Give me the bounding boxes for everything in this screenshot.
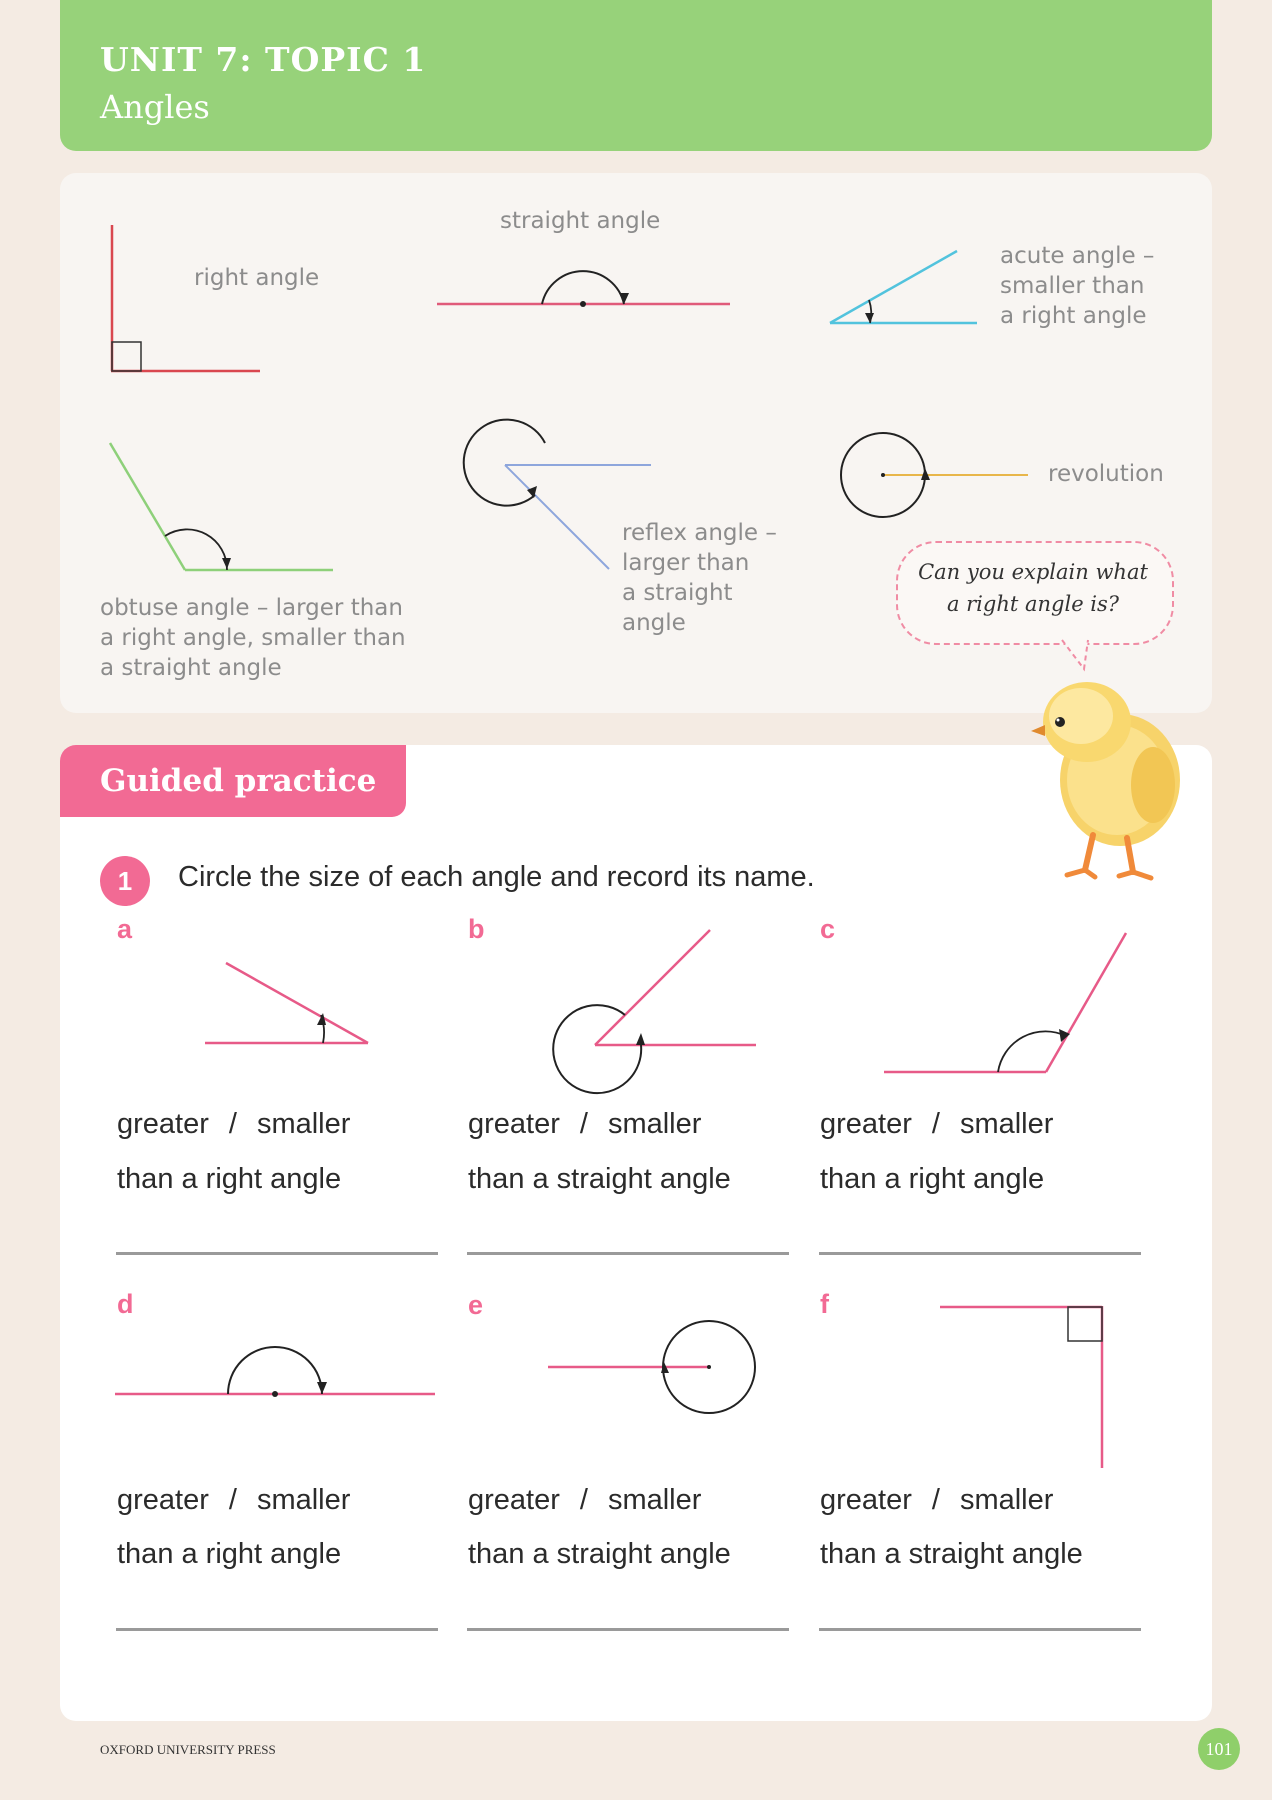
- item-f-option-greater[interactable]: greater: [820, 1484, 912, 1516]
- item-f-letter: f: [820, 1289, 829, 1319]
- guided-practice-title: Guided practice: [100, 763, 377, 799]
- obtuse-angle-line-1: obtuse angle – larger than: [100, 595, 403, 621]
- item-e-option-smaller[interactable]: smaller: [607, 1484, 702, 1516]
- item-d-option-greater[interactable]: greater: [117, 1484, 209, 1516]
- right-angle-label: right angle: [194, 265, 320, 291]
- obtuse-angle-line-3: a straight angle: [100, 655, 282, 681]
- item-a-comparison: than a right angle: [117, 1163, 342, 1195]
- straight-angle-figure: [435, 255, 735, 315]
- item-f-slash: /: [931, 1484, 940, 1516]
- item-d-choice: [117, 1484, 350, 1517]
- item-c-option-smaller[interactable]: smaller: [959, 1108, 1054, 1140]
- item-f-answer-line[interactable]: [819, 1628, 1141, 1631]
- publisher-footer: OXFORD UNIVERSITY PRESS: [100, 1742, 276, 1757]
- question-text: Circle the size of each angle and record its name.: [178, 861, 815, 893]
- page-number-badge: 101: [1198, 1728, 1240, 1770]
- right-angle-figure: [100, 220, 270, 380]
- item-b-letter: b: [468, 914, 485, 944]
- acute-angle-label: [1000, 241, 1154, 331]
- straight-angle-label: straight angle: [500, 208, 661, 234]
- speech-bubble-text: [905, 556, 1161, 620]
- reflex-angle-line-2: larger than: [622, 550, 750, 576]
- guided-practice-tab: [60, 745, 406, 817]
- speech-line-2: a right angle is?: [946, 592, 1120, 616]
- item-f-option-smaller[interactable]: smaller: [959, 1484, 1054, 1516]
- obtuse-angle-figure: [105, 438, 345, 578]
- reflex-angle-line-4: angle: [622, 610, 686, 636]
- item-d-slash: /: [228, 1484, 237, 1516]
- obtuse-angle-line-2: a right angle, smaller than: [100, 625, 406, 651]
- topic-title: Angles: [100, 88, 210, 126]
- item-c-answer-line[interactable]: [819, 1252, 1141, 1255]
- acute-angle-line-1: acute angle –: [1000, 243, 1155, 269]
- item-b-answer-line[interactable]: [467, 1252, 789, 1255]
- item-e-slash: /: [579, 1484, 588, 1516]
- item-a-answer-line[interactable]: [116, 1252, 438, 1255]
- item-d-comparison: than a right angle: [117, 1538, 342, 1570]
- item-a-letter: a: [117, 914, 133, 944]
- item-b-option-smaller[interactable]: smaller: [607, 1108, 702, 1140]
- angle-e-figure: [545, 1318, 765, 1418]
- item-a-option-smaller[interactable]: smaller: [256, 1108, 351, 1140]
- acute-angle-line-2: smaller than: [1000, 273, 1145, 299]
- item-d-answer-line[interactable]: [116, 1628, 438, 1631]
- item-f-choice: [820, 1484, 1053, 1517]
- item-d-letter: d: [117, 1289, 134, 1319]
- chick-image: [1015, 670, 1185, 885]
- item-b-choice: [468, 1108, 701, 1141]
- item-a-choice: [117, 1108, 350, 1141]
- item-b-option-greater[interactable]: greater: [468, 1108, 560, 1140]
- reflex-angle-line-1: reflex angle –: [622, 520, 777, 546]
- item-b-comparison: than a straight angle: [468, 1163, 731, 1195]
- item-a-slash: /: [228, 1108, 237, 1140]
- item-f-comparison: than a straight angle: [820, 1538, 1083, 1570]
- revolution-figure: [838, 430, 1038, 520]
- angle-a-figure: [200, 955, 375, 1040]
- item-e-option-greater[interactable]: greater: [468, 1484, 560, 1516]
- header-banner: [60, 0, 1212, 151]
- item-c-slash: /: [931, 1108, 940, 1140]
- item-c-option-greater[interactable]: greater: [820, 1108, 912, 1140]
- guided-practice-panel: [60, 745, 1212, 1721]
- item-e-letter: e: [468, 1290, 484, 1320]
- item-c-comparison: than a right angle: [820, 1163, 1045, 1195]
- revolution-label: revolution: [1048, 461, 1164, 487]
- obtuse-angle-label: [100, 593, 406, 683]
- item-b-slash: /: [579, 1108, 588, 1140]
- speech-bubble-tail: [1060, 639, 1100, 674]
- angle-f-figure: [938, 1303, 1108, 1473]
- angle-d-figure: [113, 1340, 438, 1400]
- unit-title: UNIT 7: TOPIC 1: [100, 40, 427, 79]
- item-e-comparison: than a straight angle: [468, 1538, 731, 1570]
- reflex-angle-label: [622, 518, 777, 638]
- acute-angle-figure: [825, 245, 985, 325]
- acute-angle-line-3: a right angle: [1000, 303, 1147, 329]
- angle-c-figure: [880, 930, 1130, 1075]
- speech-line-1: Can you explain what: [918, 560, 1148, 584]
- item-e-answer-line[interactable]: [467, 1628, 789, 1631]
- angle-b-figure: [540, 928, 760, 1093]
- item-e-choice: [468, 1484, 701, 1517]
- item-d-option-smaller[interactable]: smaller: [256, 1484, 351, 1516]
- question-number-badge: 1: [100, 856, 150, 906]
- item-c-letter: c: [820, 914, 836, 944]
- reflex-angle-line-3: a straight: [622, 580, 733, 606]
- item-a-option-greater[interactable]: greater: [117, 1108, 209, 1140]
- item-c-choice: [820, 1108, 1053, 1141]
